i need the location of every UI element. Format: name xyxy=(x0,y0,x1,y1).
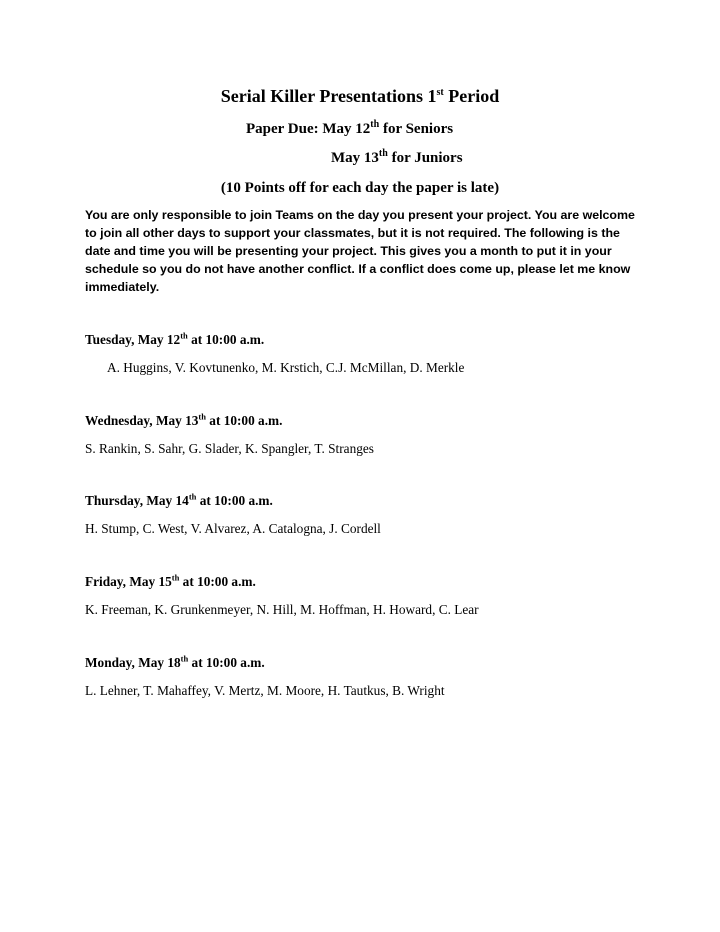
presenter-list: K. Freeman, K. Grunkenmeyer, N. Hill, M. Hoffman, H. Howard, C. Lear xyxy=(85,602,479,617)
day-time: at 10:00 a.m. xyxy=(187,332,265,347)
presenter-list: L. Lehner, T. Mahaffey, V. Mertz, M. Moore, H. Tautkus, B. Wright xyxy=(85,683,445,698)
due-juniors-text: May 13 xyxy=(331,150,379,166)
day-label: Monday, May 18 xyxy=(85,655,181,670)
day-label: Friday, May 15 xyxy=(85,574,172,589)
day-label: Thursday, May 14 xyxy=(85,493,189,508)
day-superscript: th xyxy=(171,572,180,583)
schedule-day-heading xyxy=(85,492,273,510)
day-time: at 10:00 a.m. xyxy=(205,413,283,428)
day-time: at 10:00 a.m. xyxy=(179,574,256,589)
day-superscript: th xyxy=(180,330,188,341)
day-label: Tuesday, May 12 xyxy=(85,332,181,347)
schedule-day-heading xyxy=(85,573,256,591)
title-superscript: st xyxy=(436,87,444,98)
intro-paragraph: You are only responsible to join Teams on the day you present your project. You are welcome to join all other days to support your classmates, but it is not required. The following is the date and time you will be presenting your project. This gives you a month to put it in your schedule so you do not have another conflict. If a conflict does come up, please let me know immediately. xyxy=(85,208,635,294)
title-suffix: Period xyxy=(443,86,500,106)
due-seniors-superscript: th xyxy=(370,119,380,130)
due-date-seniors xyxy=(246,119,453,139)
due-juniors-superscript: th xyxy=(378,148,388,159)
day-superscript: th xyxy=(198,411,206,422)
presenter-list: A. Huggins, V. Kovtunenko, M. Krstich, C.J. McMillan, D. Merkle xyxy=(107,360,465,375)
day-label: Wednesday, May 13 xyxy=(85,413,199,428)
schedule-day-heading xyxy=(85,654,265,672)
day-superscript: th xyxy=(188,491,197,502)
day-time: at 10:00 a.m. xyxy=(196,493,273,508)
day-superscript: th xyxy=(180,653,189,664)
document-title xyxy=(0,84,720,108)
schedule-day-heading xyxy=(85,412,282,430)
due-date-juniors xyxy=(331,148,463,168)
presenter-list: S. Rankin, S. Sahr, G. Slader, K. Spangler, T. Stranges xyxy=(85,441,374,456)
due-seniors-suffix: for Seniors xyxy=(379,121,454,137)
title-text: Serial Killer Presentations 1 xyxy=(220,86,437,106)
due-juniors-suffix: for Juniors xyxy=(387,150,463,166)
day-time: at 10:00 a.m. xyxy=(188,655,265,670)
schedule-day-heading xyxy=(85,331,264,349)
presenter-list: H. Stump, C. West, V. Alvarez, A. Catalogna, J. Cordell xyxy=(85,521,381,536)
due-seniors-text: Paper Due: May 12 xyxy=(246,121,371,137)
late-penalty-note: (10 Points off for each day the paper is late) xyxy=(220,180,500,196)
